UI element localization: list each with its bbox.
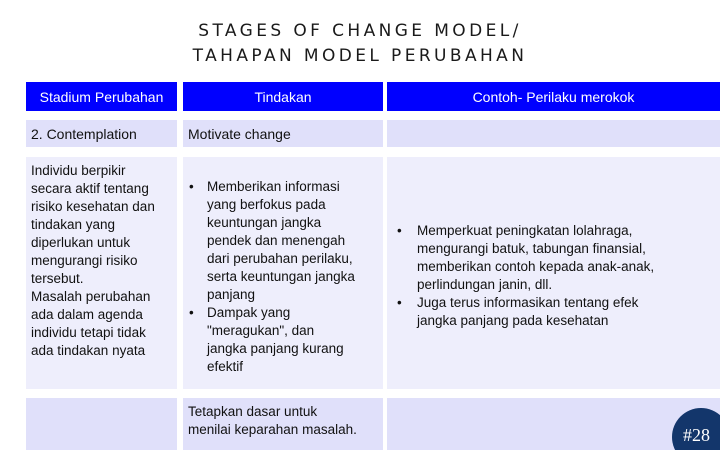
slide-title-line-2: TAHAPAN MODEL PERUBAHAN bbox=[192, 46, 528, 66]
stage-description: Individu berpikir secara aktif tentang risiko kesehatan dan tindakan yang diperlukan untuk mengurangi risiko tersebut. Masalah perubahan ada dalam agenda individu tetapi tidak ada tindakan nyata bbox=[26, 157, 177, 389]
bullet-icon: • bbox=[189, 179, 194, 194]
list-item: • Dampak yang "meragukan", dan jangka panjang kurang efektif bbox=[189, 305, 344, 374]
bullet-icon: • bbox=[397, 223, 402, 238]
stages-table bbox=[26, 82, 720, 450]
header-contoh: Contoh- Perilaku merokok bbox=[387, 82, 720, 111]
slide-number-badge: #28 bbox=[672, 408, 720, 450]
stage-example bbox=[387, 120, 720, 147]
next-stage-cell bbox=[26, 398, 177, 450]
example-list bbox=[387, 157, 720, 389]
action-list bbox=[183, 157, 383, 389]
bullet-icon: • bbox=[397, 295, 402, 310]
list-item: • Juga terus informasikan tentang efek jangka panjang pada kesehatan bbox=[397, 295, 639, 328]
stage-action: Motivate change bbox=[183, 120, 383, 147]
header-tindakan: Tindakan bbox=[183, 82, 383, 111]
next-stage-action: Tetapkan dasar untuk menilai keparahan masalah. bbox=[183, 398, 383, 450]
list-item: • Memberikan informasi yang berfokus pada keuntungan jangka pendek dan menengah dari perubahan perilaku, serta keuntungan jangka panjang bbox=[189, 179, 355, 302]
list-item: • Memperkuat peningkatan lolahraga, mengurangi batuk, tabungan finansial, memberikan contoh kepada anak-anak, perlindungan janin, dll. bbox=[397, 223, 655, 292]
bullet-icon: • bbox=[189, 305, 194, 320]
slide-title-line-1: STAGES OF CHANGE MODEL/ bbox=[198, 21, 522, 41]
stage-name: 2. Contemplation bbox=[26, 120, 177, 147]
header-stadium-perubahan: Stadium Perubahan bbox=[26, 82, 177, 111]
next-stage-example bbox=[387, 398, 720, 450]
